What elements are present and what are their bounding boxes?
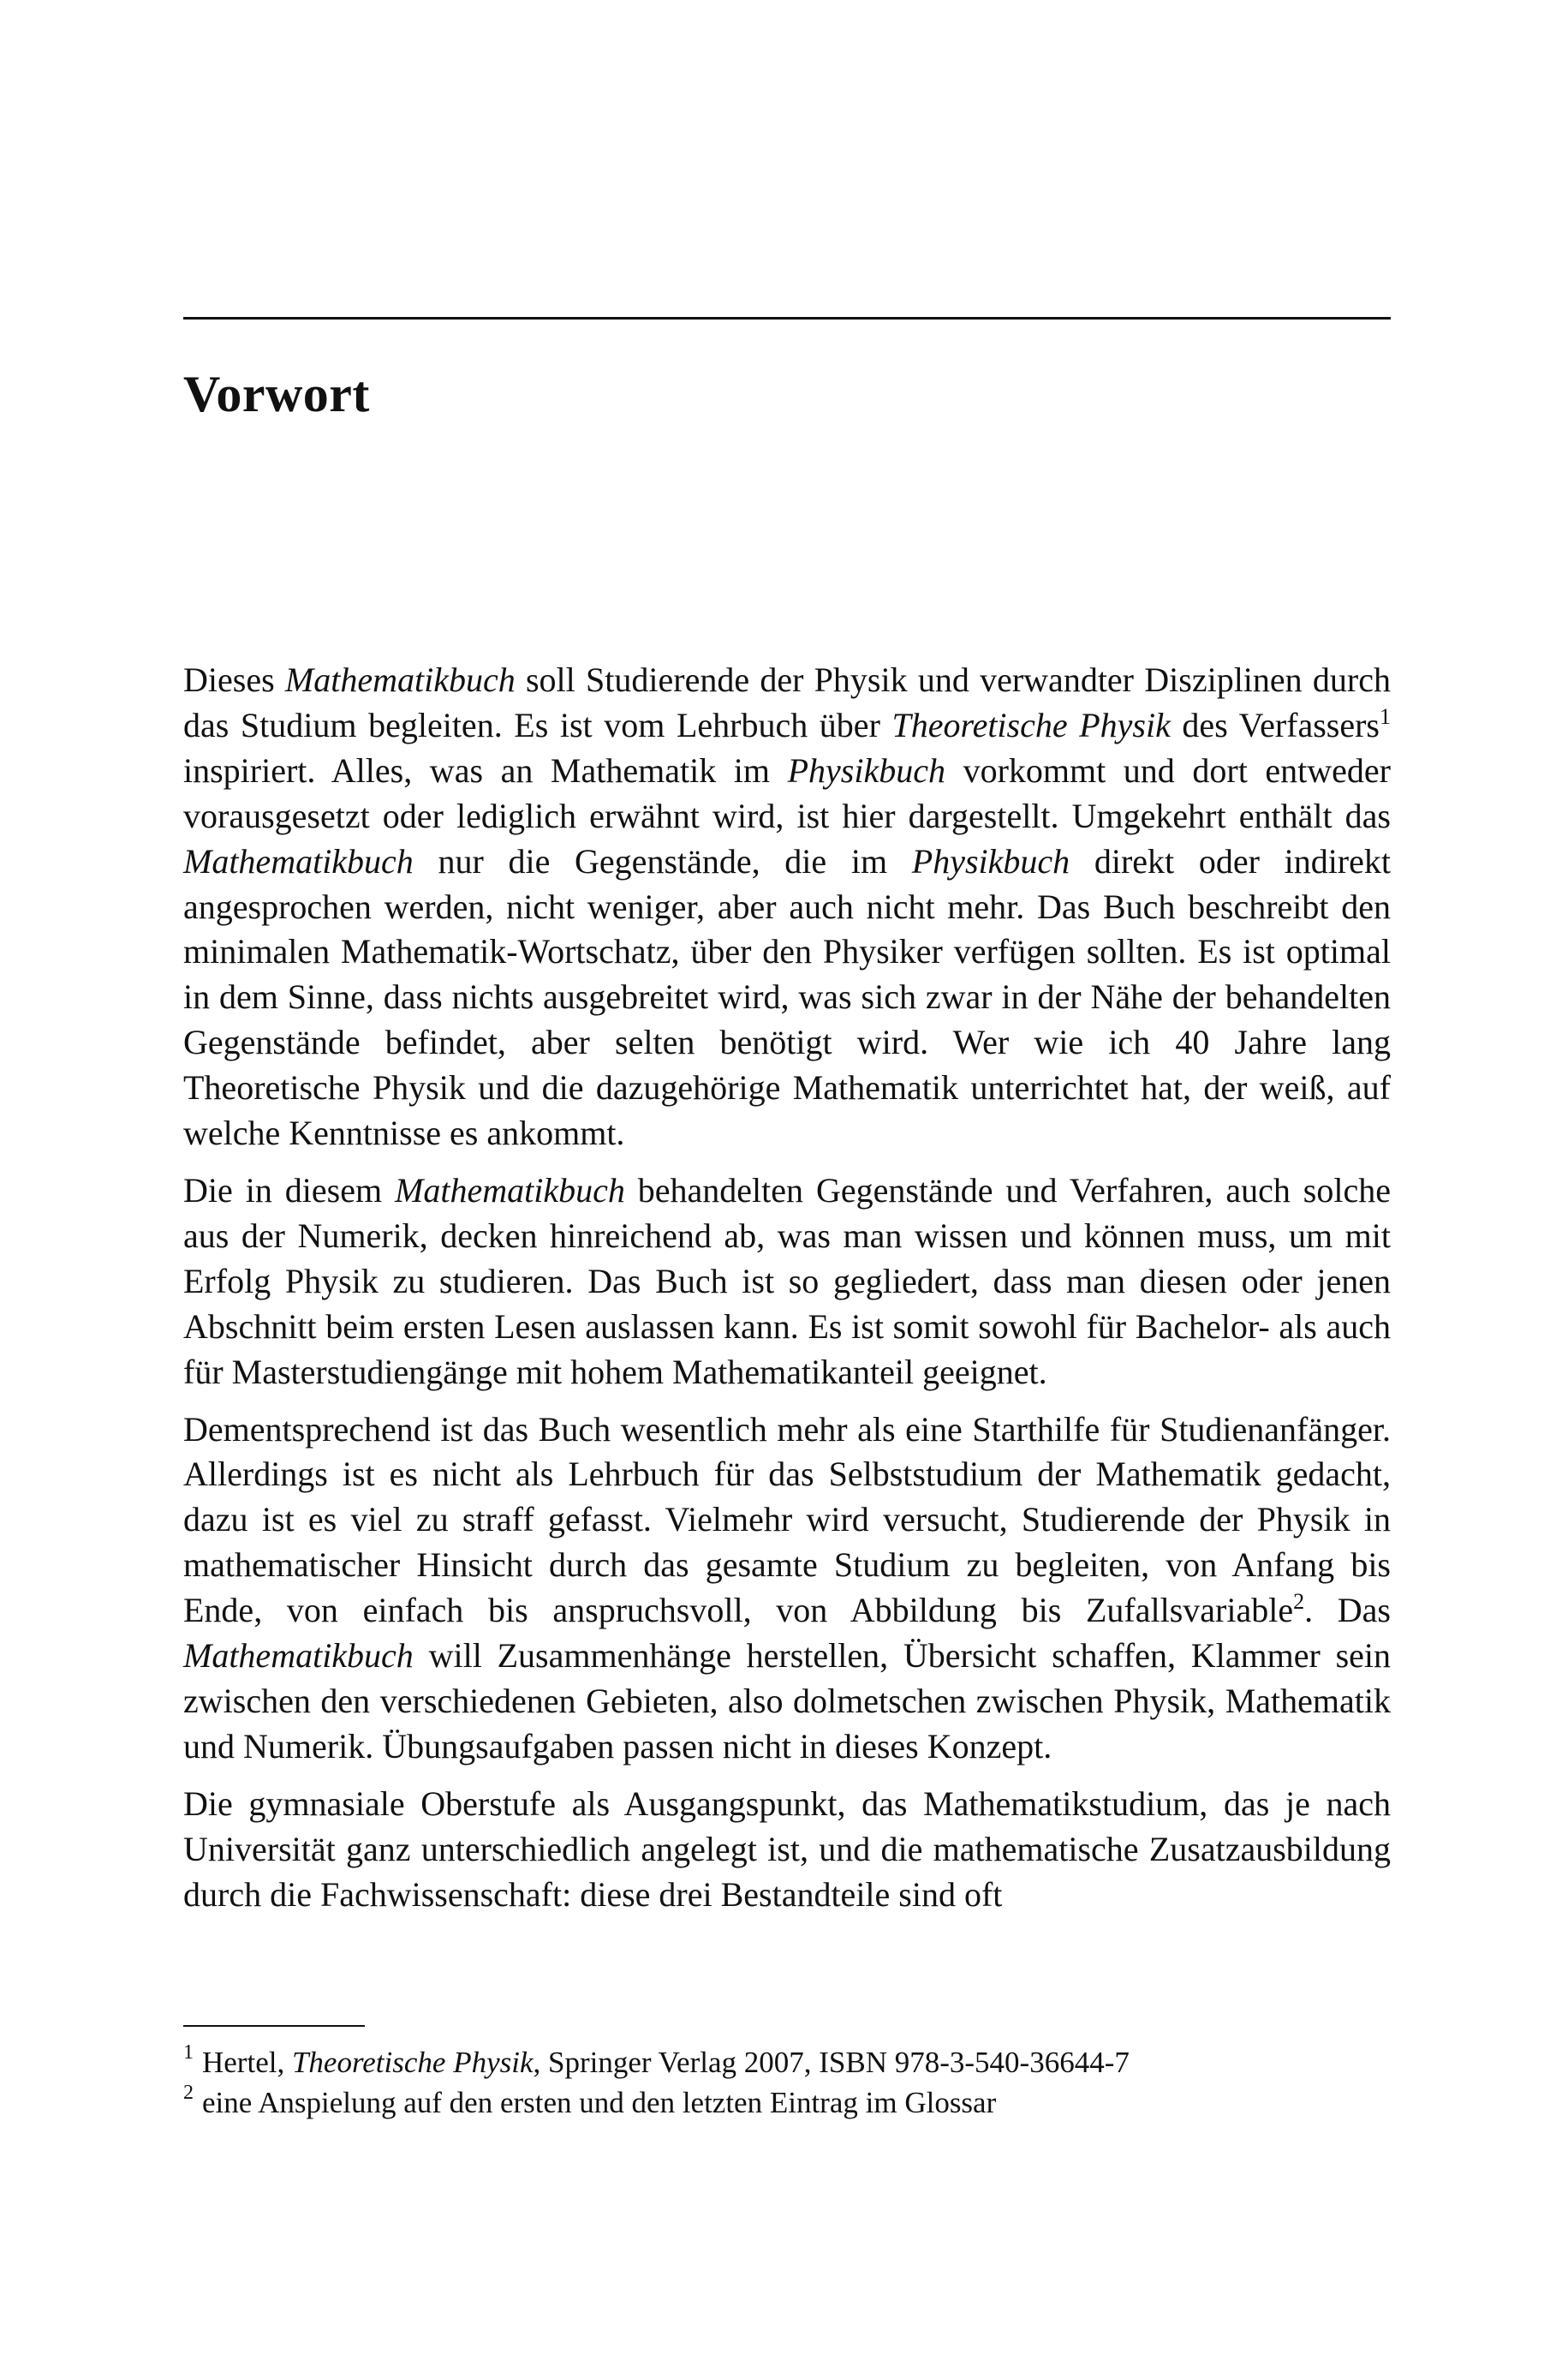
footnote-1-text: , Springer Verlag 2007, ISBN 978-3-540-36644-7 [533, 2046, 1130, 2079]
footnote-2-text: eine Anspielung auf den ersten und den letzten Eintrag im Glossar [202, 2086, 997, 2119]
paragraph-3 [183, 1407, 1391, 1770]
paragraph-2-text: behandelten Gegenstände und Verfahren, auch solche aus der Numerik, decken hinreichend ab, was man wissen und können muss, um mit Erfolg Physik zu studieren. Das Buch ist so gegliedert, dass man diesen oder jenen Abschnitt beim ersten Lesen auslassen kann. Es ist somit sowohl für Bachelor- als auch für Masterstudiengänge mit hohem Mathematikanteil geeignet. [183, 1170, 1391, 1391]
footnote-marker-1: 1 [1380, 703, 1391, 729]
footnote-1-mark: 1 [183, 2041, 194, 2064]
paragraph-1-text: soll Studierende der Physik und verwandter Disziplinen durch das Studium begleiten. Es ist vom Lehrbuch über [183, 660, 1391, 744]
paragraph-1-italic: Theoretische Physik [891, 705, 1171, 744]
paragraph-1 [183, 658, 1391, 1156]
chapter-title: Vorwort [183, 366, 370, 422]
chapter-top-rule [183, 317, 1391, 320]
footnote-rule [183, 2025, 365, 2027]
paragraph-1-italic: Mathematikbuch [183, 841, 414, 881]
paragraph-2 [183, 1168, 1391, 1395]
paragraph-1-text: vorkommt und dort entweder vorausgesetzt oder lediglich erwähnt wird, ist hier dargestellt. Umgekehrt enthält das [183, 750, 1391, 835]
paragraph-1-italic: Physikbuch [787, 750, 945, 790]
paragraph-3-text: . Das [1304, 1591, 1391, 1630]
paragraph-1-italic: Physikbuch [911, 841, 1070, 881]
footnote-2 [183, 2082, 1391, 2123]
footnote-2-mark: 2 [183, 2082, 194, 2104]
paragraph-1-text: nur die Gegenstände, die im [413, 841, 912, 881]
paragraph-3-text: Dementsprechend ist das Buch wesentlich mehr als eine Starthilfe für Studienanfänger. Allerdings ist es nicht als Lehrbuch für das Selbststudium der Mathematik gedacht, dazu ist es viel zu straff gefasst. Vielmehr wird versucht, Studierende der Physik in mathematischer Hinsicht durch das gesamte Studium zu begleiten, von Anfang bis Ende, von einfach bis anspruchsvoll, von Abbildung bis Zufallsvariable [183, 1409, 1391, 1630]
paragraph-1-text: Dieses [183, 660, 285, 699]
paragraph-1-text: inspiriert. Alles, was an Mathematik im [183, 750, 788, 790]
paragraph-4-text: Die gymnasiale Oberstufe als Ausgangspunkt, das Mathematikstudium, das je nach Universität ganz unterschiedlich angelegt ist, und die mathematische Zusatzausbildung durch die Fachwissenschaft: diese drei Bestandteile sind oft [183, 1784, 1391, 1914]
footnote-1-text: Hertel, [202, 2046, 292, 2079]
footnotes [183, 2042, 1391, 2123]
paragraph-4 [183, 1782, 1391, 1918]
paragraph-1-text: des Verfassers [1170, 705, 1380, 744]
paragraph-2-italic: Mathematikbuch [395, 1170, 625, 1210]
paragraph-1-text: direkt oder indirekt angesprochen werden, nicht weniger, aber auch nicht mehr. Das Buch beschreibt den minimalen Mathematik-Wortschatz, über den Physiker verfügen sollten. Es ist optimal in dem Sinne, dass nichts ausgebreitet wird, was sich zwar in der Nähe der behandelten Gegenstände befindet, aber selten benötigt wird. Wer wie ich 40 Jahre lang Theoretische Physik und die dazugehörige Mathematik unterrichtet hat, der weiß, auf welche Kenntnisse es ankommt. [183, 841, 1391, 1153]
paragraph-3-text: will Zusammenhänge herstellen, Übersicht schaffen, Klammer sein zwischen den verschiedenen Gebieten, also dolmetschen zwischen Physik, Mathematik und Numerik. Übungsaufgaben passen nicht in dieses Konzept. [183, 1636, 1391, 1766]
footnote-1-italic: Theoretische Physik [291, 2046, 534, 2079]
footnote-1 [183, 2042, 1391, 2082]
paragraph-3-italic: Mathematikbuch [183, 1636, 414, 1676]
paragraph-1-italic: Mathematikbuch [284, 660, 516, 699]
preface-body [183, 658, 1391, 1917]
footnote-marker-2: 2 [1293, 1589, 1305, 1615]
paragraph-2-text: Die in diesem [183, 1170, 396, 1210]
